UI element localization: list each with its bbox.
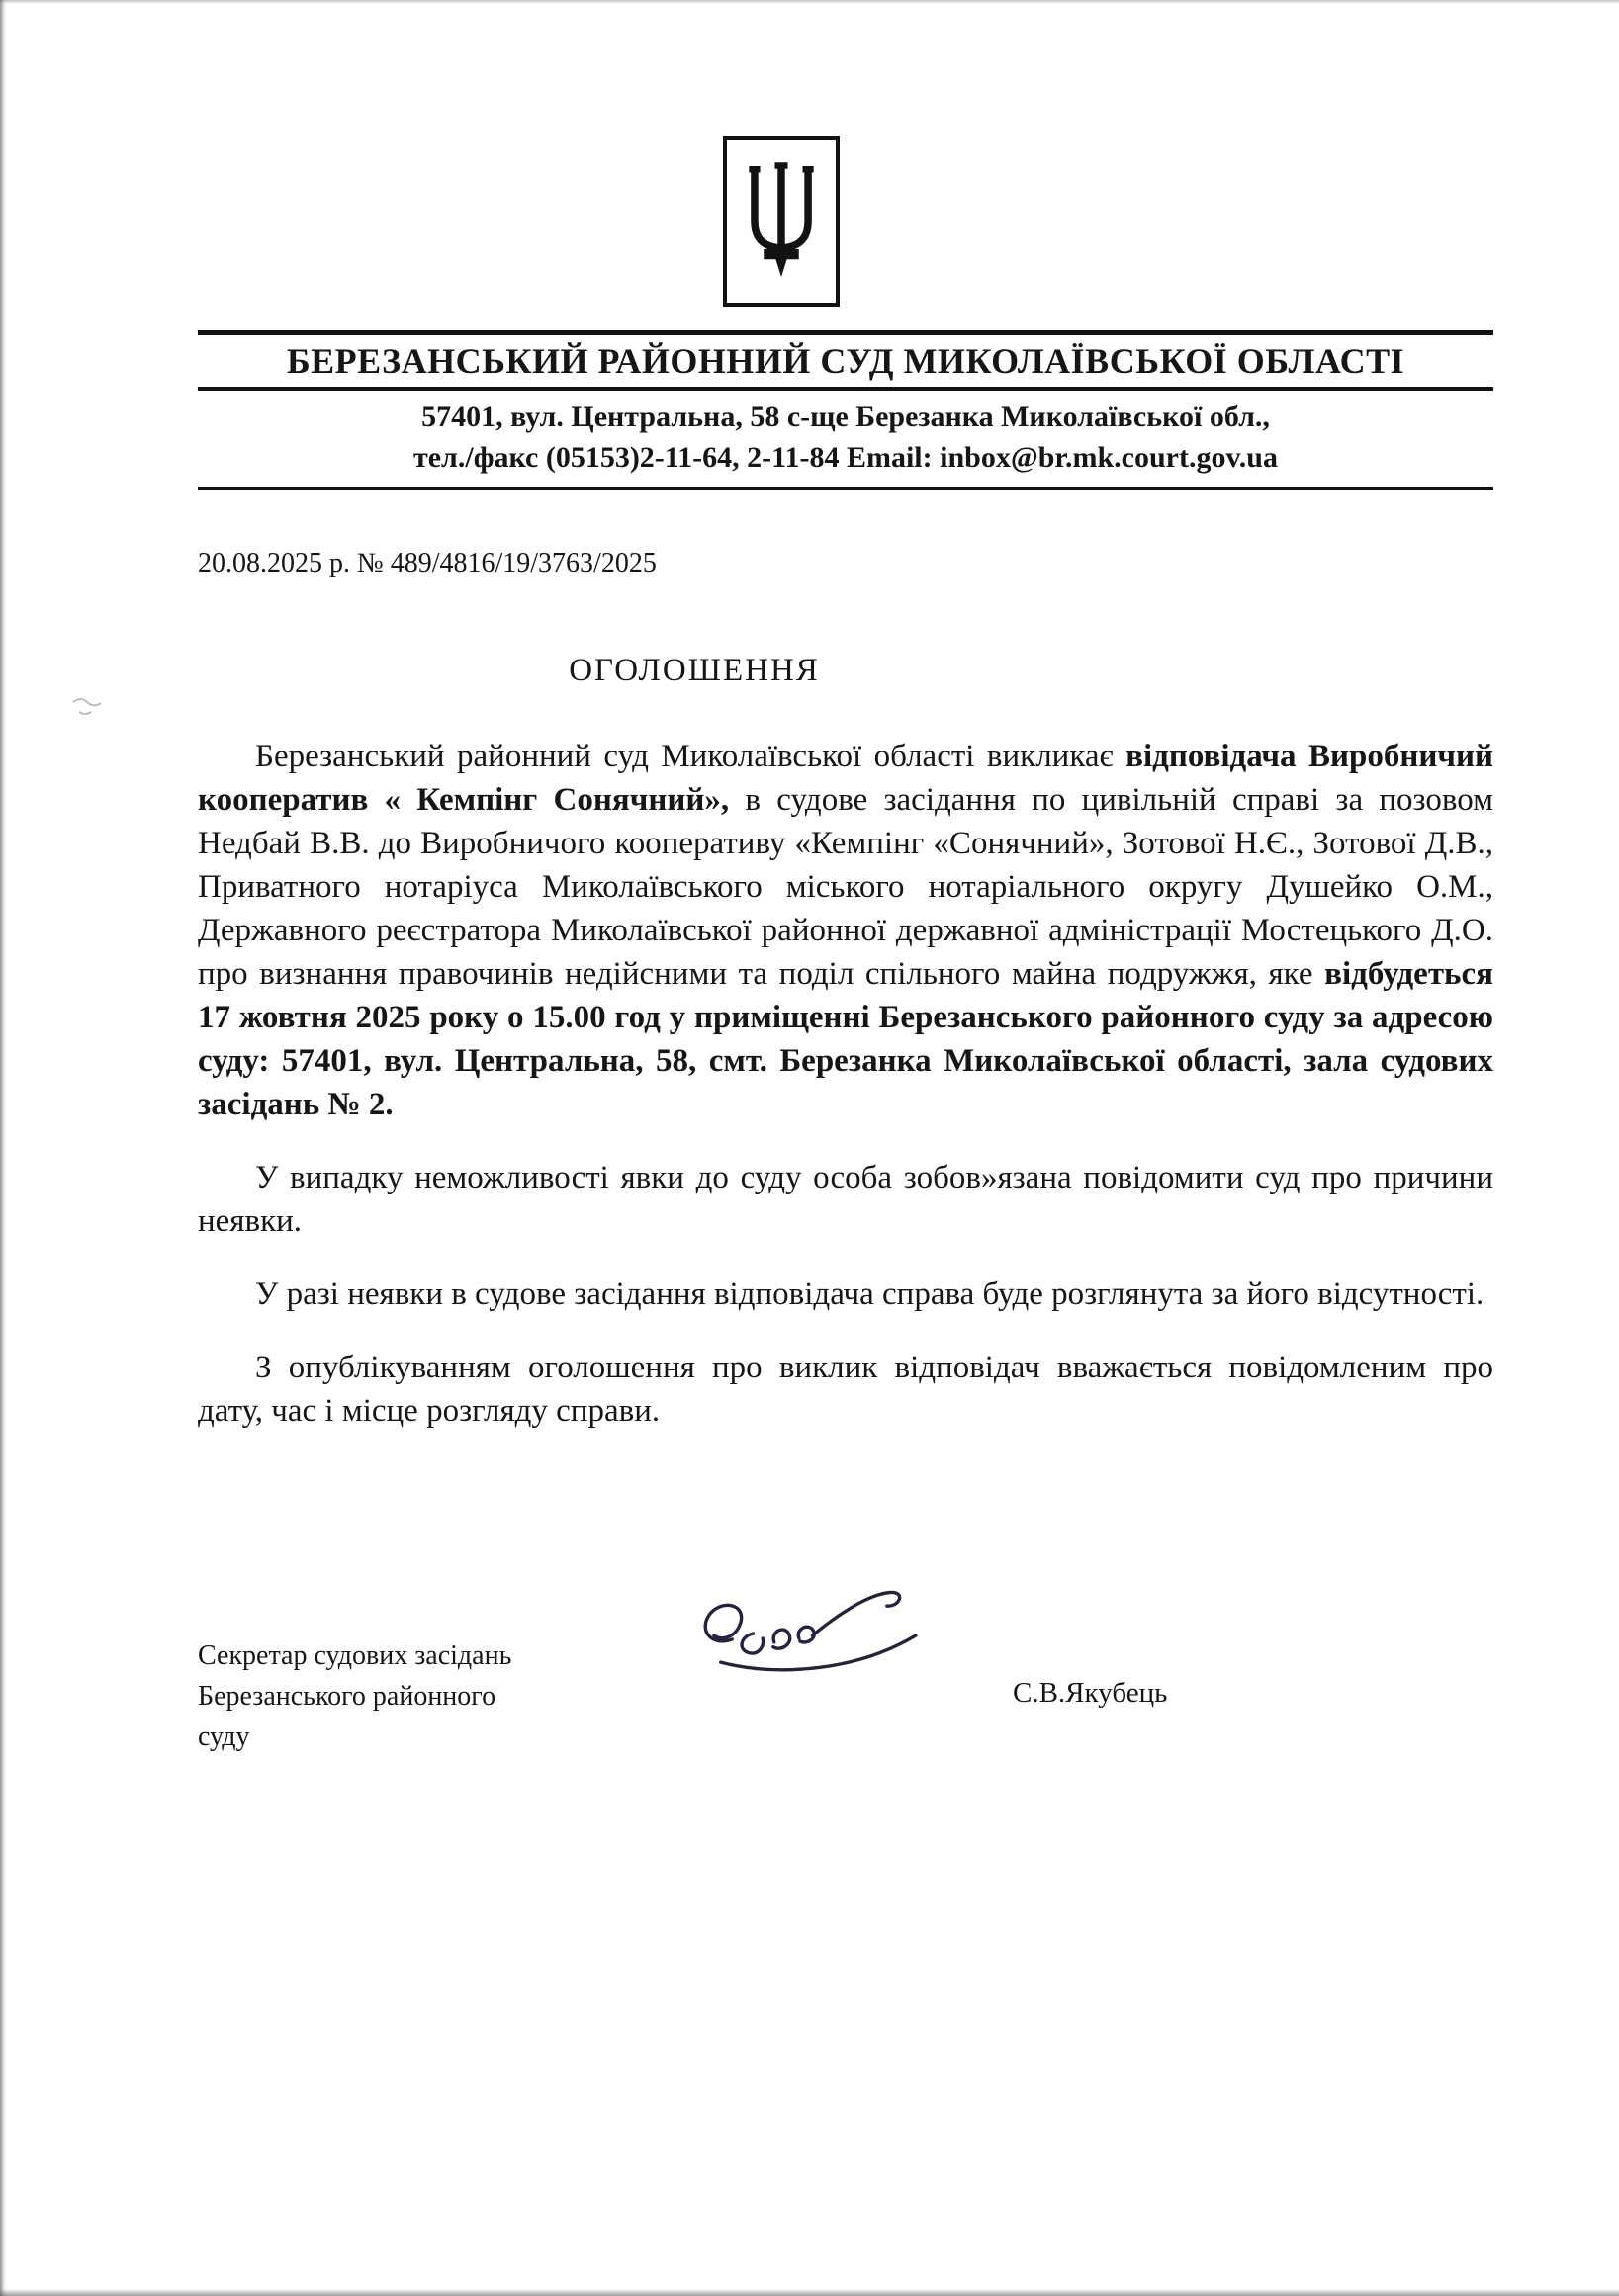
signer-role-line-1: Секретар судових засідань xyxy=(198,1640,512,1671)
ukraine-trident-icon xyxy=(740,158,823,285)
coat-of-arms-box xyxy=(723,136,840,307)
date-and-reference-number: 20.08.2025 р. № 489/4816/19/3763/2025 xyxy=(198,548,657,578)
document-content xyxy=(198,0,1493,1757)
summons-text-1: Березанський районний суд Миколаївської області викликає xyxy=(255,739,1126,774)
divider-rule xyxy=(198,487,1493,490)
court-address-block xyxy=(198,391,1493,487)
emblem-wrap xyxy=(198,136,1365,307)
paragraph-notify-absence: У випадку неможливості явки до суду особа зобов»язана повідомити суд про причини неявки. xyxy=(198,1160,1493,1239)
paragraph-trial-in-absence: У разі неявки в судове засідання відповідача справа буде розглянута за його відсутності. xyxy=(255,1277,1484,1312)
letterhead xyxy=(198,330,1493,490)
summons-defendant-bold: відповідача Виробничий кооператив « Кемпінг Сонячний», xyxy=(198,739,1494,818)
signer-role xyxy=(198,1635,554,1757)
summons-text-2: в судове засідання по цивільній справі за позовом Недбай В.В. до Виробничого кооперативу «Кемпінг «Сонячний», Зотової Н.Є., Зотової Д.В., Приватного нотаріуса Миколаївського міського нотаріального округу Душейко О.М., Державного реєстратора Миколаївської районної державної адміністрації Мостецького Д.О. про визнання правочинів недійсними та поділ спільного майна подружжя, яке xyxy=(198,782,1493,992)
handwritten-signature xyxy=(682,1578,969,1697)
signer-name: С.В.Якубець xyxy=(1013,1677,1168,1709)
court-name: БЕРЕЗАНСЬКИЙ РАЙОННИЙ СУД МИКОЛАЇВСЬКОЇ ОБЛАСТІ xyxy=(286,341,1405,381)
scan-edge-left xyxy=(0,0,7,2296)
summons-hearing-bold: відбудеться 17 жовтня 2025 року о 15.00 год у приміщенні Березанського районного суду за адресою суду: 57401, вул. Центральна, 58, смт. Березанка Миколаївської області, зала судових засідань № 2. xyxy=(198,956,1493,1122)
scan-edge-bottom xyxy=(0,2289,1619,2296)
signer-role-line-2: Березанського районного суду xyxy=(198,1681,496,1752)
signature-block xyxy=(198,1635,1493,1757)
court-address-line-1: 57401, вул. Центральна, 58 с-ще Березанка Миколаївської обл., xyxy=(421,400,1270,433)
scan-artifact xyxy=(69,694,109,720)
paragraph-publication-notice: З опублікуванням оголошення про виклик відповідач вважається повідомленим про дату, час і місце розгляду справи. xyxy=(198,1350,1493,1429)
document-title: ОГОЛОШЕННЯ xyxy=(569,653,820,688)
court-address-line-2: тел./факс (05153)2-11-64, 2-11-84 Email: inbox@br.mk.court.gov.ua xyxy=(413,441,1278,474)
paragraph-summons xyxy=(198,735,1493,1126)
